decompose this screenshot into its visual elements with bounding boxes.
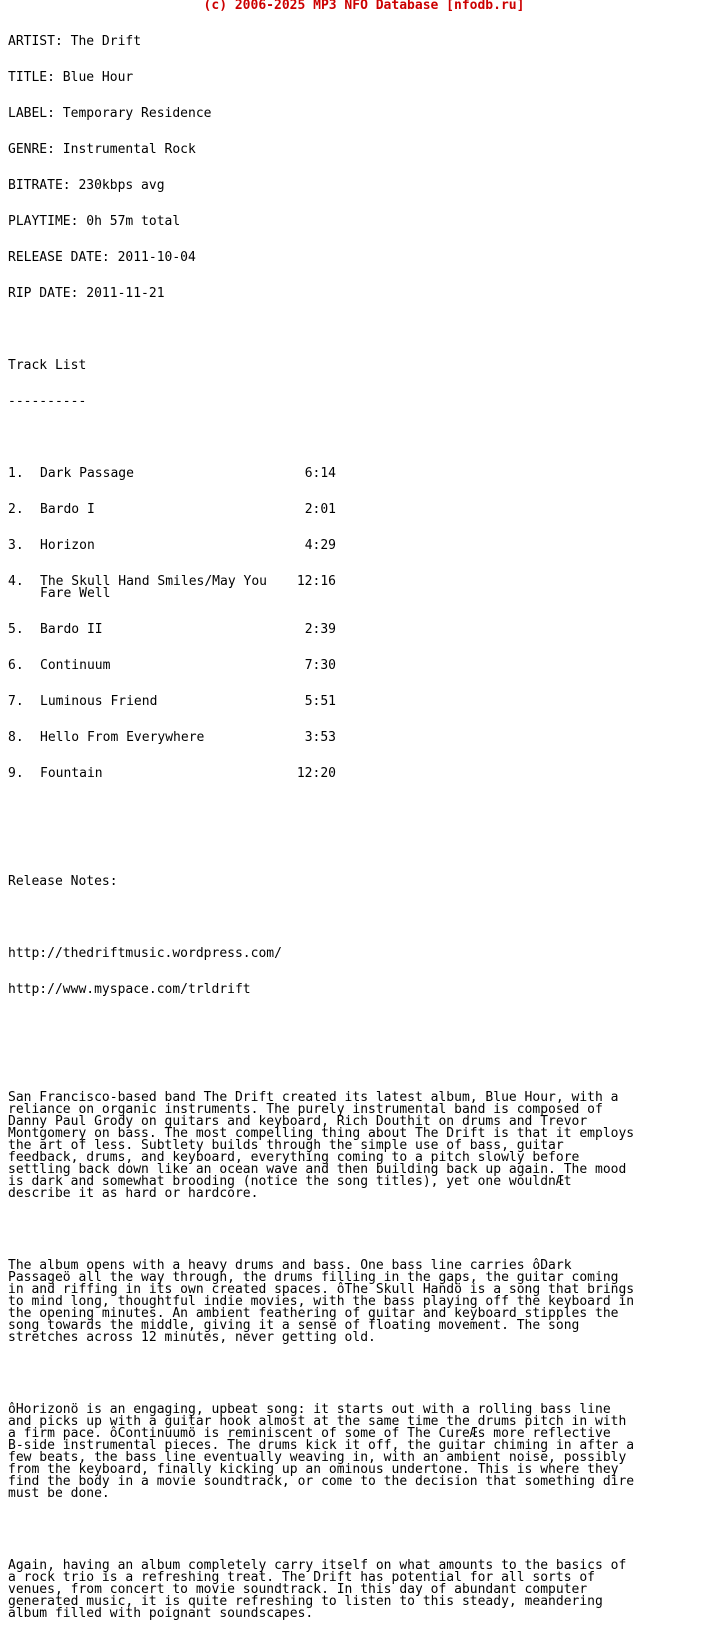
track-duration: 2:39 (304, 622, 336, 637)
track-duration: 4:29 (304, 538, 336, 553)
track-title: Bardo I (40, 502, 95, 517)
track-number: 6. (8, 658, 24, 673)
spacer (8, 840, 720, 852)
track-number: 1. (8, 466, 24, 481)
tracklist-underline: ---------- (8, 394, 87, 409)
track-title: Dark Passage (40, 466, 134, 481)
track-duration: 6:14 (304, 466, 336, 481)
track-duration: 7:30 (304, 658, 336, 673)
track-title: Fountain (40, 766, 103, 781)
spacer (8, 1368, 720, 1380)
bitrate-line: BITRATE: 230kbps avg (8, 178, 165, 193)
track-row (8, 660, 720, 672)
track-title: Continuum (40, 658, 111, 673)
release-date-line: RELEASE DATE: 2011-10-04 (8, 250, 196, 265)
artist-line: ARTIST: The Drift (8, 34, 142, 49)
track-duration: 2:01 (304, 502, 336, 517)
track-title: The Skull Hand Smiles/May You Fare Well (40, 574, 267, 601)
track-duration: 12:20 (296, 766, 336, 781)
track-number: 2. (8, 502, 24, 517)
track-row (8, 576, 720, 600)
track-duration: 5:51 (304, 694, 336, 709)
track-number: 5. (8, 622, 24, 637)
label-line: LABEL: Temporary Residence (8, 106, 212, 121)
track-title: Bardo II (40, 622, 103, 637)
track-number: 3. (8, 538, 24, 553)
spacer (8, 1524, 720, 1536)
track-duration: 3:53 (304, 730, 336, 745)
track-number: 9. (8, 766, 24, 781)
review-paragraph: The album opens with a heavy drums and bass. One bass line carries ôDark Passageö all the way through, the drums filling in the gaps, the guitar coming in and riffing in its own created spaces. ôThe Skull Handö is a song that brings to mind long, thoughtful indie movies, with the bass playing off the keyboard in the opening minutes. An ambient feathering of guitar and keyboard stipples the song towards the middle, giving it a sense of floating movement. The song stretches across 12 minutes, never getting old. (8, 1258, 635, 1345)
track-row (8, 696, 720, 708)
spacer (8, 1020, 720, 1032)
track-title: Hello From Everywhere (40, 730, 205, 745)
track-title: Luminous Friend (40, 694, 158, 709)
spacer (8, 912, 720, 924)
title-line: TITLE: Blue Hour (8, 70, 134, 85)
track-title: Horizon (40, 538, 95, 553)
rip-date-line: RIP DATE: 2011-11-21 (8, 286, 165, 301)
copyright-header[interactable]: (c) 2006-2025 MP3 NFO Database [nfodb.ru] (203, 0, 525, 13)
track-row (8, 768, 720, 780)
track-row (8, 504, 720, 516)
playtime-line: PLAYTIME: 0h 57m total (8, 214, 181, 229)
spacer (8, 324, 720, 336)
link-text: http://www.myspace.com/trldrift (8, 982, 251, 997)
spacer (8, 1224, 720, 1236)
track-row (8, 732, 720, 744)
track-number: 7. (8, 694, 24, 709)
review-paragraph: San Francisco-based band The Drift created its latest album, Blue Hour, with a reliance on organic instruments. The purely instrumental band is composed of Danny Paul Grody on guitars and keyboard, Rich Douthit on drums and Trevor Montgomery on bass. The most compelling thing about The Drift is that it employs the art of less. Subtlety builds through the simple use of bass, guitar feedback, drums, and keyboard, everything coming to a pitch slowly before settling back down like an ocean wave and then building back up again. The mood is dark and somewhat brooding (notice the song titles), yet one wouldnÆt describe it as hard or hardcore. (8, 1090, 635, 1201)
release-notes-heading: Release Notes: (8, 874, 118, 889)
spacer (8, 1056, 720, 1068)
track-row (8, 468, 720, 480)
review-paragraph: Again, having an album completely carry itself on what amounts to the basics of a rock trio is a refreshing treat. The Drift has potential for all sorts of venues, from concert to movie soundtrack. In this day of abundant computer generated music, it is quite refreshing to listen to this steady, meandering album filled with poignant soundscapes. (8, 1558, 627, 1621)
nfo-text (8, 12, 720, 1632)
track-number: 8. (8, 730, 24, 745)
genre-line: GENRE: Instrumental Rock (8, 142, 196, 157)
link-text: http://thedriftmusic.wordpress.com/ (8, 946, 282, 961)
tracklist-heading: Track List (8, 358, 87, 373)
review-paragraph: ôHorizonö is an engaging, upbeat song: it starts out with a rolling bass line and picks up with a guitar hook almost at the same time the drums pitch in with a firm pace. ôContinuumö is reminiscent of some of The CureÆs more reflective B-side instrumental pieces. The drums kick it off, the guitar chiming in after a few beats, the bass line eventually weaving in, with an ambient noise, possibly from the keyboard, finally kicking up an ominous undertone. This is where they find the body in a movie soundtrack, or come to the decision that something dire must be done. (8, 1402, 635, 1501)
track-row (8, 540, 720, 552)
track-row (8, 624, 720, 636)
track-number: 4. (8, 574, 24, 589)
track-list (8, 444, 720, 804)
track-duration: 12:16 (296, 574, 336, 589)
